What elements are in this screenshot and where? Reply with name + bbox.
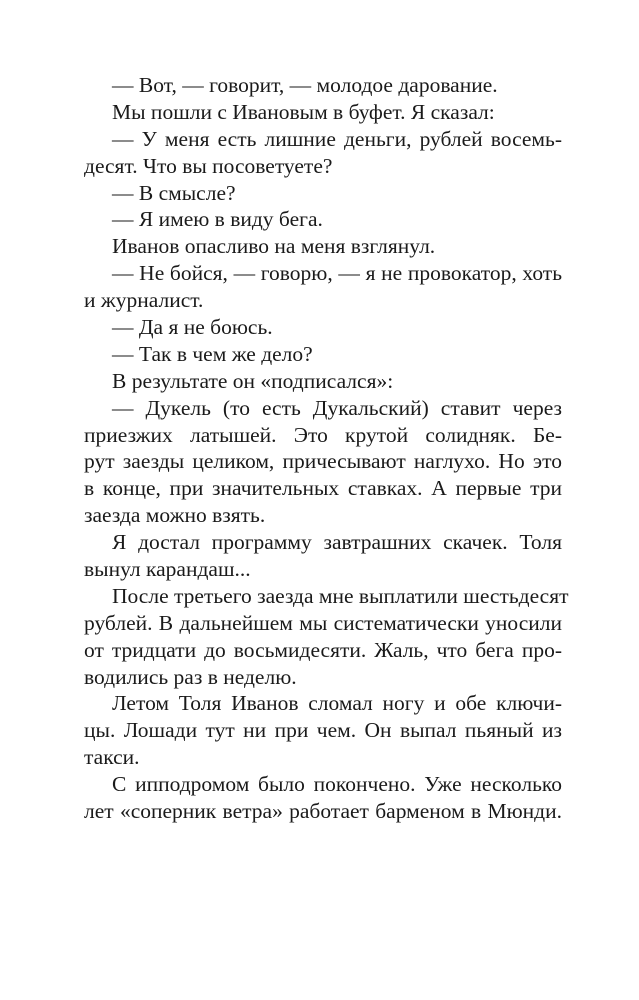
- text-line: После третьего заезда мне выплатили шестьдесят: [112, 583, 569, 608]
- text-line: вынул карандаш...: [84, 557, 251, 582]
- text-line: такси.: [84, 745, 140, 770]
- text-line: — В смысле?: [112, 180, 236, 205]
- text-line: С ипподромом было покончено. Уже несколько: [112, 772, 562, 797]
- text-line: заезда можно взять.: [84, 503, 266, 528]
- text-line: — Вот, — говорит, — молодое дарование.: [112, 73, 498, 97]
- text-line: — Не бойся, — говорю, — я не провокатор, хоть: [112, 261, 562, 286]
- text-line: десят. Что вы посоветуете?: [84, 153, 333, 178]
- text-line: Летом Толя Иванов сломал ногу и обе ключи-: [112, 691, 562, 716]
- text-line: — Я имею в виду бега.: [112, 207, 323, 232]
- text-line: рублей. В дальнейшем мы систематически уносили: [84, 610, 562, 635]
- text-line: и журналист.: [84, 288, 204, 313]
- text-line: в конце, при значительных ставках. А первые три: [84, 476, 562, 501]
- text-line: лет «соперник ветра» работает барменом в Мюнди.: [84, 799, 562, 824]
- text-line: приезжих латышей. Это крутой солидняк. Бе-: [84, 422, 562, 447]
- text-line: — Так в чем же дело?: [112, 341, 313, 366]
- text-line: рут заезды целиком, причесывают наглухо. Но это: [84, 449, 562, 474]
- text-line: — Да я не боюсь.: [112, 315, 273, 340]
- text-line: Иванов опасливо на меня взглянул.: [112, 234, 436, 259]
- text-line: от тридцати до восьмидесяти. Жаль, что бега про-: [84, 637, 562, 662]
- text-line: В результате он «подписался»:: [112, 368, 394, 393]
- text-line: Я достал программу завтрашних скачек. Толя: [112, 530, 562, 555]
- text-line: — Дукель (то есть Дукальский) ставит через: [112, 395, 562, 420]
- text-line: водились раз в неделю.: [84, 664, 297, 689]
- text-line: цы. Лошади тут ни при чем. Он выпал пьяный из: [84, 718, 562, 743]
- text-line: — У меня есть лишние деньги, рублей восемь-: [112, 126, 562, 151]
- page-body-text: [84, 72, 569, 825]
- text-line: Мы пошли с Ивановым в буфет. Я сказал:: [112, 99, 495, 124]
